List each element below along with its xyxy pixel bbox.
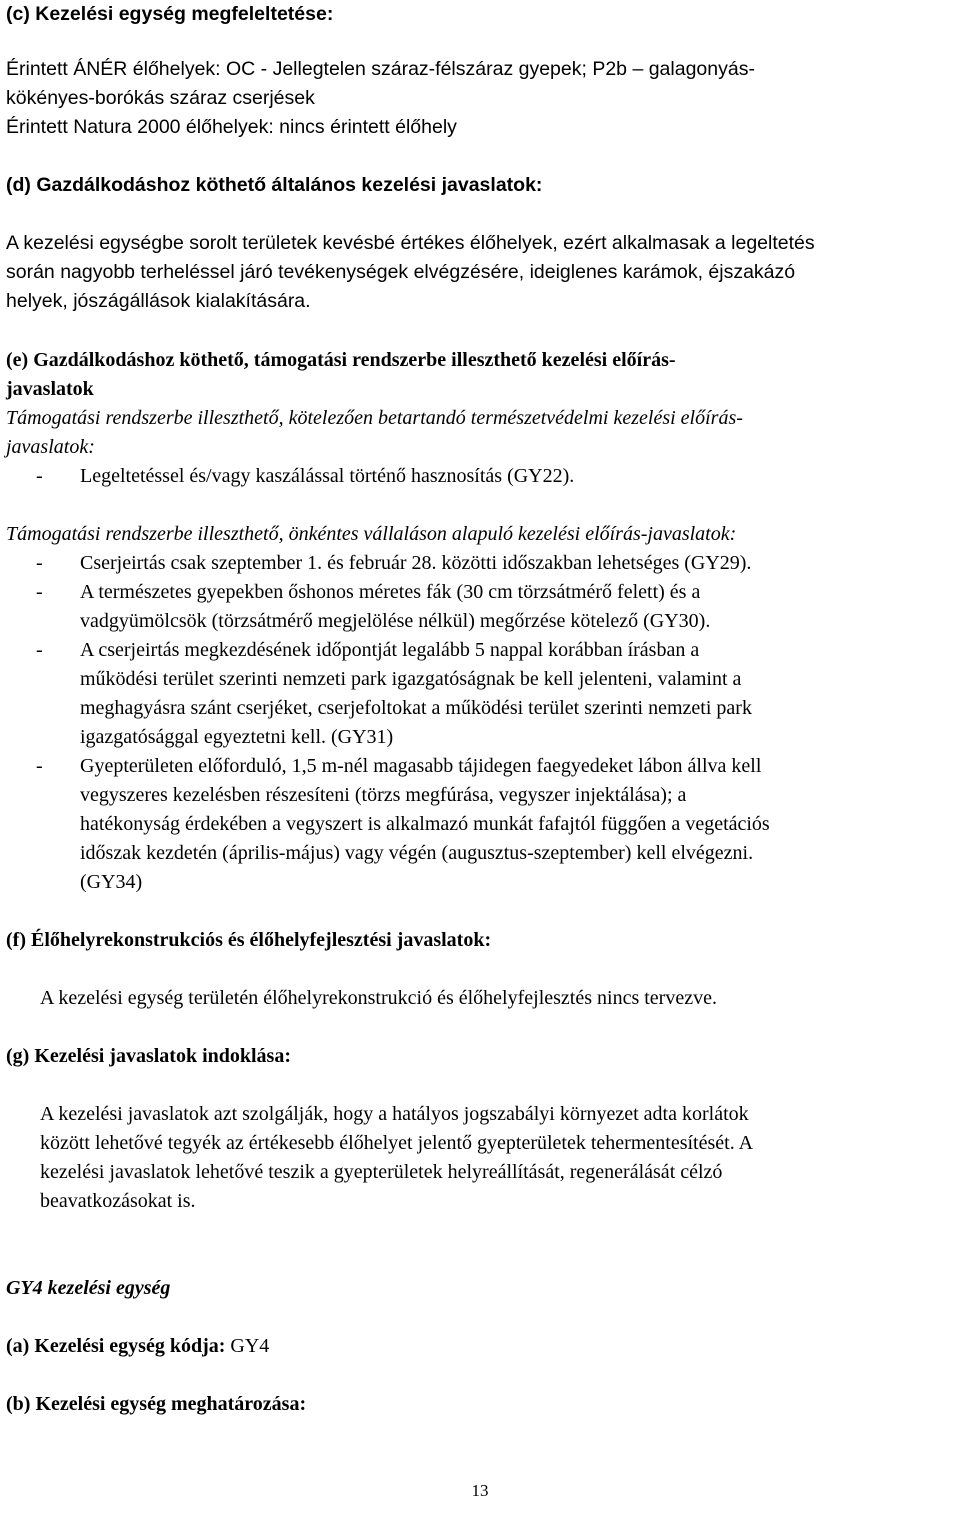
gy4-definition-label: (b) Kezelési egység meghatározása: bbox=[6, 1393, 307, 1415]
para-g-line-3: kezelési javaslatok lehetővé teszik a gyepterületek helyreállítását, regenerálását célzó bbox=[40, 1161, 723, 1183]
voluntary-item-4-line-2: vegyszeres kezelésben részesíteni (törzs megfúrása, vegyszer injektálása); a bbox=[80, 784, 687, 806]
mandatory-item: Legeltetéssel és/vagy kaszálással történő hasznosítás (GY22). bbox=[80, 465, 575, 487]
gy4-code-value: GY4 bbox=[230, 1335, 270, 1357]
para-f: A kezelési egység területén élőhelyrekonstrukció és élőhelyfejlesztés nincs tervezve. bbox=[40, 987, 717, 1009]
list-dash: - bbox=[36, 465, 43, 487]
voluntary-item-2-line-1: A természetes gyepekben őshonos méretes fák (30 cm törzsátmérő felett) és a bbox=[80, 581, 701, 603]
heading-g: (g) Kezelési javaslatok indoklása: bbox=[6, 1045, 291, 1067]
para-g-line-1: A kezelési javaslatok azt szolgálják, hogy a hatályos jogszabályi környezet adta korlátok bbox=[40, 1103, 749, 1125]
voluntary-item-3-line-4: igazgatósággal egyeztetni kell. (GY31) bbox=[80, 726, 394, 748]
aner-habitats-cont: kökényes-borókás száraz cserjések bbox=[6, 87, 315, 109]
voluntary-item-3-line-2: működési terület szerinti nemzeti park igazgatóságnak be kell jelenteni, valamint a bbox=[80, 668, 742, 690]
gy4-code-line bbox=[6, 1332, 954, 1361]
list-dash: - bbox=[36, 552, 43, 574]
heading-d: (d) Gazdálkodáshoz köthető általános kezelési javaslatok: bbox=[6, 174, 543, 196]
voluntary-item-3-line-3: meghagyásra szánt cserjéket, cserjefoltokat a működési terület szerinti nemzeti park bbox=[80, 697, 752, 719]
heading-c: (c) Kezelési egység megfeleltetése: bbox=[6, 3, 334, 25]
mandatory-intro-line-1: Támogatási rendszerbe illeszthető, kötelezően betartandó természetvédelmi kezelési előírás- bbox=[6, 407, 743, 429]
voluntary-item-4-line-5: (GY34) bbox=[80, 871, 143, 893]
voluntary-item-1: Cserjeirtás csak szeptember 1. és február 28. közötti időszakban lehetséges (GY29). bbox=[80, 552, 752, 574]
para-g-line-2: között lehetővé tegyék az értékesebb élőhelyet jelentő gyepterületek tehermentesítését. A bbox=[40, 1132, 754, 1154]
page-number: 13 bbox=[471, 1481, 489, 1500]
para-d-line-3: helyek, jószágállások kialakítására. bbox=[6, 290, 311, 312]
heading-e-line-1: (e) Gazdálkodáshoz köthető, támogatási rendszerbe illeszthető kezelési előírás- bbox=[6, 349, 676, 371]
heading-f: (f) Élőhelyrekonstrukciós és élőhelyfejlesztési javaslatok: bbox=[6, 929, 492, 951]
voluntary-item-4-line-4: időszak kezdetén (április-május) vagy végén (augusztus-szeptember) kell elvégezni. bbox=[80, 842, 754, 864]
voluntary-item-3-line-1: A cserjeirtás megkezdésének időpontját legalább 5 nappal korábban írásban a bbox=[80, 639, 700, 661]
para-d-line-1: A kezelési egységbe sorolt területek kevésbé értékes élőhelyek, ezért alkalmasak a legeltetés bbox=[6, 232, 815, 254]
gy4-code-label: (a) Kezelési egység kódja: bbox=[6, 1335, 226, 1357]
voluntary-item-4-line-1: Gyepterületen előforduló, 1,5 m-nél magasabb tájidegen faegyedeket lábon állva kell bbox=[80, 755, 762, 777]
para-g-line-4: beavatkozásokat is. bbox=[40, 1190, 196, 1212]
natura-habitats-line: Érintett Natura 2000 élőhelyek: nincs érintett élőhely bbox=[6, 116, 457, 138]
aner-habitats-line: Érintett ÁNÉR élőhelyek: OC - Jellegtelen száraz-félszáraz gyepek; P2b – galagonyás- bbox=[6, 58, 755, 80]
heading-e-line-2: javaslatok bbox=[6, 378, 94, 400]
list-dash: - bbox=[36, 755, 43, 777]
list-dash: - bbox=[36, 639, 43, 661]
voluntary-item-2-line-2: vadgyümölcsök (törzsátmérő megjelölése nélkül) megőrzése kötelező (GY30). bbox=[80, 610, 711, 632]
voluntary-intro: Támogatási rendszerbe illeszthető, önkéntes vállaláson alapuló kezelési előírás-javaslatok: bbox=[6, 523, 737, 545]
mandatory-intro-line-2: javaslatok: bbox=[6, 436, 95, 458]
list-dash: - bbox=[36, 581, 43, 603]
para-d-line-2: során nagyobb terheléssel járó tevékenységek elvégzésére, ideiglenes karámok, éjszakázó bbox=[6, 261, 796, 283]
voluntary-item-4-line-3: hatékonyság érdekében a vegyszert is alkalmazó munkát fafajtól függően a vegetációs bbox=[80, 813, 770, 835]
gy4-title: GY4 kezelési egység bbox=[6, 1277, 171, 1299]
